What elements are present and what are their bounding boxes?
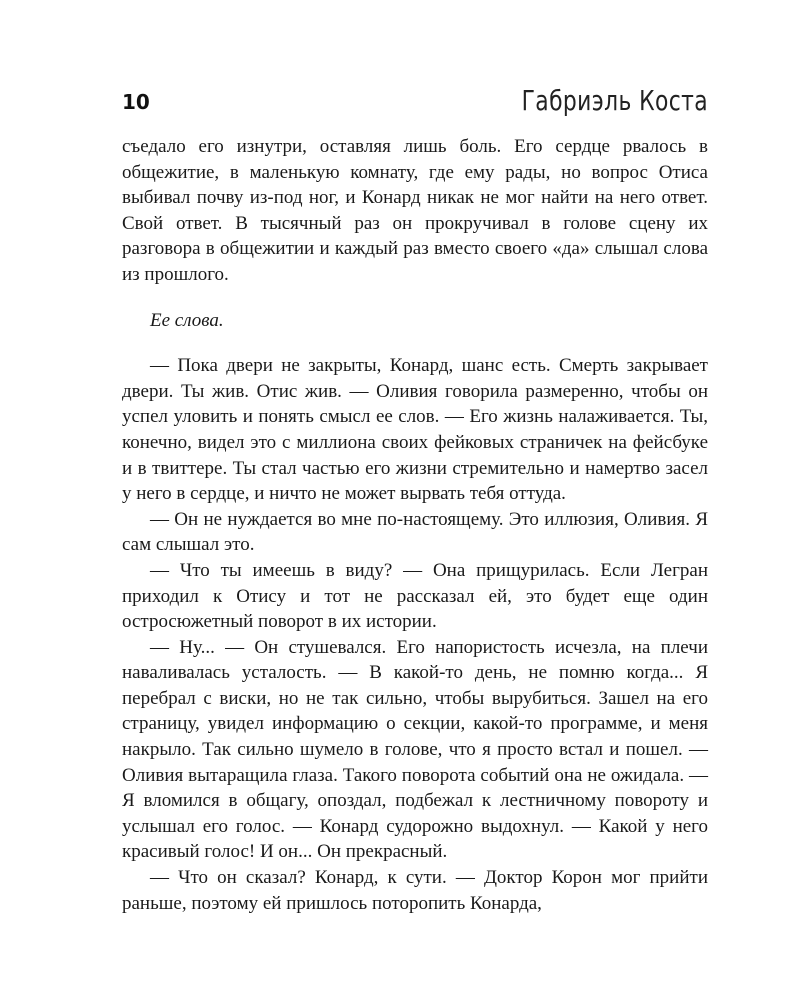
paragraph: — Что он сказал? Конард, к сути. — Доктор Корон мог прийти раньше, поэтому ей пришлось поторопить Конарда, <box>122 867 708 914</box>
paragraph: — Ну... — Он стушевался. Его напористость исчезла, на плечи наваливалась усталость. — В какой-то день, не помню когда... Я перебрал с виски, но не так сильно, чтобы вырубиться. Зашел на его страницу, увидел информацию о секции, какой-то программе, и меня накрыло. Так сильно шумело в голове, что я просто встал и пошел. — Оливия вытаращила глаза. Такого поворота событий она не ожидала. — Я вломился в общагу, опоздал, подбежал к лестничному повороту и услышал его голос. — Конард судорожно выдохнул. — Какой у него красивый голос! И он... Он прекрасный. <box>122 636 708 863</box>
paragraph: — Пока двери не закрыты, Конард, шанс есть. Смерть закрывает двери. Ты жив. Отис жив. — Оливия говорила размеренно, чтобы он успел уловить и понять смысл ее слов. — Его жизнь налаживается. Ты, конечно, видел это с миллиона своих фейковых страничек на фейсбуке и в твиттере. Ты стал частью его жизни стремительно и намертво засел у него в сердце, и ничто не может вырвать тебя оттуда. <box>122 355 708 505</box>
running-title: Габриэль Коста <box>521 84 708 117</box>
body-text <box>122 134 708 916</box>
paragraph: — Что ты имеешь в виду? — Она прищурилась. Если Легран приходил к Отису и тот не рассказал ей, это будет еще один остросюжетный поворот в их истории. <box>122 559 708 633</box>
paragraph: — Он не нуждается во мне по-настоящему. Это иллюзия, Оливия. Я сам слышал это. <box>122 508 708 556</box>
paragraph: съедало его изнутри, оставляя лишь боль. Его сердце рвалось в общежитие, в маленькую комнату, где ему рады, но вопрос Отиса выбивал почву из-под ног, и Конард никак не мог найти на него ответ. Свой ответ. В тысячный раз он прокручивал в голове сцену их разговора в общежитии и каждый раз вместо своего «да» слышал слова из прошлого. <box>122 136 708 285</box>
page-number: 10 <box>122 90 150 114</box>
paragraph-italic: Ее слова. <box>150 309 224 331</box>
page-header <box>122 80 708 120</box>
